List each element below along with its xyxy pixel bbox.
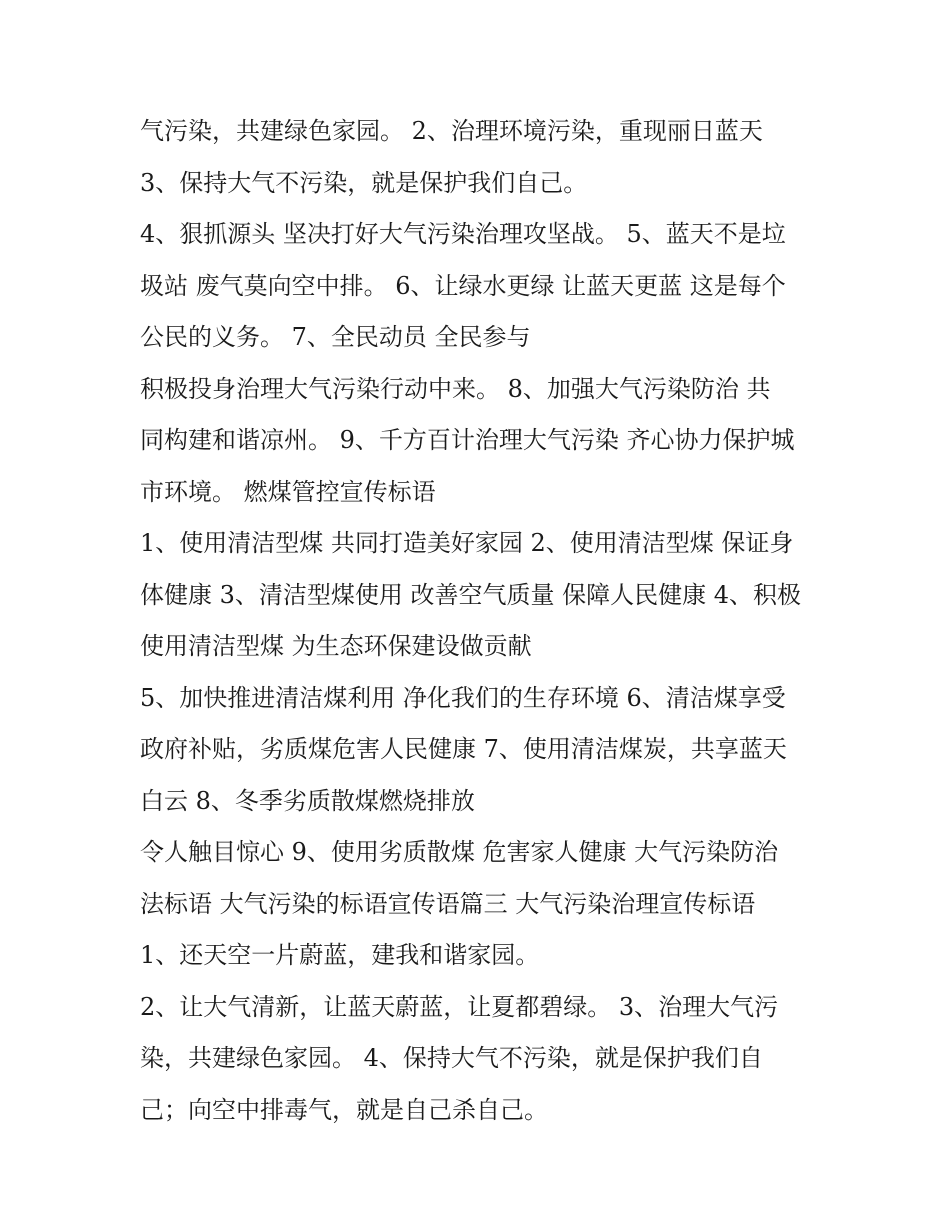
text-line: 1、使用清洁型煤 共同打造美好家园 2、使用清洁型煤 保证身 [140, 529, 794, 557]
text-line: 市环境。 燃煤管控宣传标语 [140, 477, 436, 506]
text-line: 积极投身治理大气污染行动中来。 8、加强大气污染防治 共 [140, 374, 771, 403]
text-line: 令人触目惊心 9、使用劣质散煤 危害家人健康 大气污染防治 [140, 838, 779, 866]
text-line: 使用清洁型煤 为生态环保建设做贡献 [140, 632, 532, 660]
text-line: 圾站 废气莫向空中排。 6、让绿水更绿 让蓝天更蓝 这是每个 [140, 271, 786, 300]
text-line: 4、狠抓源头 坚决打好大气污染治理攻坚战。 5、蓝天不是垃 [140, 220, 786, 248]
text-line: 己；向空中排毒气，就是自己杀自己。 [140, 1095, 548, 1124]
text-line: 气污染，共建绿色家园。 2、治理环境污染，重现丽日蓝天 [140, 117, 763, 145]
text-line: 法标语 大气污染的标语宣传语篇三 大气污染治理宣传标语 [140, 889, 756, 918]
text-line: 3、保持大气不污染，就是保护我们自己。 [140, 168, 588, 197]
document-body [140, 106, 840, 1136]
text-line: 同构建和谐凉州。 9、千方百计治理大气污染 齐心协力保护城 [140, 426, 795, 454]
text-line: 1、还天空一片蔚蓝，建我和谐家园。 [140, 941, 540, 969]
text-line: 5、加快推进清洁煤利用 净化我们的生存环境 6、清洁煤享受 [140, 683, 786, 712]
text-line: 体健康 3、清洁型煤使用 改善空气质量 保障人民健康 4、积极 [140, 580, 802, 609]
text-line: 染，共建绿色家园。 4、保持大气不污染，就是保护我们自 [140, 1044, 763, 1072]
text-line: 2、让大气清新，让蓝天蔚蓝，让夏都碧绿。 3、治理大气污 [140, 992, 779, 1021]
text-line: 政府补贴，劣质煤危害人民健康 7、使用清洁煤炭，共享蓝天 [140, 735, 787, 763]
text-line: 白云 8、冬季劣质散煤燃烧排放 [140, 786, 475, 815]
text-line: 公民的义务。 7、全民动员 全民参与 [140, 323, 531, 351]
